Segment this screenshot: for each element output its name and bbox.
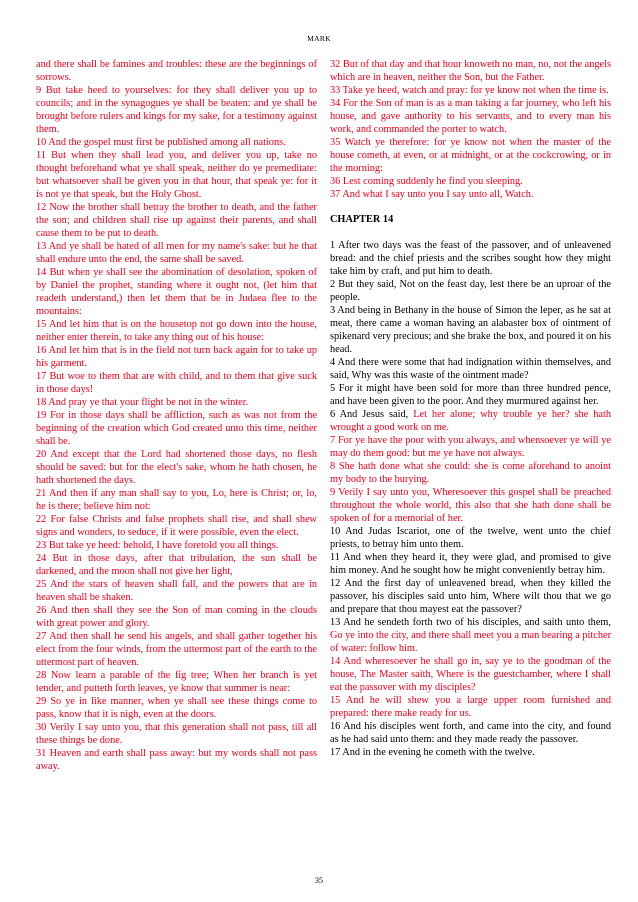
verse: 13 And ye shall be hated of all men for my name's sake: but he that shall endure unto the end, the same shall be saved. bbox=[36, 241, 317, 265]
verse: 31 Heaven and earth shall pass away: but my words shall not pass away. bbox=[36, 748, 317, 772]
verse: 9 Verily I say unto you, Wheresoever this gospel shall be preached throughout the whole world, this also that she hath done shall be spoken of for a memorial of her. bbox=[330, 487, 611, 524]
verse bbox=[330, 616, 611, 655]
verse-segment: Let her alone; why trouble ye her? she hath wrought a good work on me. bbox=[330, 409, 611, 433]
verse: 11 And when they heard it, they were glad, and promised to give him money. And he sought how he might conveniently betray him. bbox=[330, 552, 611, 576]
verse: 12 Now the brother shall betray the brother to death, and the father the son; and children shall rise up against their parents, and shall cause them to be put to death. bbox=[36, 202, 317, 239]
verse: 10 And Judas Iscariot, one of the twelve, went unto the chief priests, to betray him unto them. bbox=[330, 526, 611, 550]
verse: 17 But woe to them that are with child, and to them that give suck in those days! bbox=[36, 371, 317, 395]
verse: 19 For in those days shall be affliction, such as was not from the beginning of the creation which God created unto this time, neither shall be. bbox=[36, 410, 317, 447]
verse: 29 So ye in like manner, when ye shall see these things come to pass, know that it is nigh, even at the doors. bbox=[36, 696, 317, 720]
verse: 11 But when they shall lead you, and deliver you up, take no thought beforehand what ye shall speak, neither do ye premeditate: but whatsoever shall be given you in that hour, that speak ye: for it is not ye that speak, but the Holy Ghost. bbox=[36, 150, 317, 200]
verse: 16 And his disciples went forth, and came into the city, and found as he had said unto them: and they made ready the passover. bbox=[330, 721, 611, 745]
verse-segment: Go ye into the city, and there shall meet you a man bearing a pitcher of water: follow him. bbox=[330, 630, 611, 654]
verse: 36 Lest coming suddenly he find you sleeping. bbox=[330, 176, 523, 187]
left-column bbox=[36, 58, 317, 773]
verse: 28 Now learn a parable of the fig tree; When her branch is yet tender, and putteth forth leaves, ye know that summer is near: bbox=[36, 670, 317, 694]
page-number: 35 bbox=[315, 876, 323, 885]
verse: and there shall be famines and troubles: these are the beginnings of sorrows. bbox=[36, 59, 317, 83]
verse bbox=[330, 408, 611, 434]
verse: 9 But take heed to yourselves: for they shall deliver you up to councils; and in the synagogues ye shall be beaten: and ye shall be brought before rulers and kings for my sake, for a testimony against them. bbox=[36, 85, 317, 135]
right-column bbox=[330, 58, 611, 759]
verse: 21 And then if any man shall say to you, Lo, here is Christ; or, lo, he is there; believe him not: bbox=[36, 488, 317, 512]
verse-segment: 13 And he sendeth forth two of his disciples, and saith unto them, bbox=[330, 617, 611, 628]
chapter-heading: CHAPTER 14 bbox=[330, 214, 394, 225]
running-header: MARK bbox=[307, 34, 331, 43]
verse: 2 But they said, Not on the feast day, lest there be an uproar of the people. bbox=[330, 279, 611, 303]
verse: 3 And being in Bethany in the house of Simon the leper, as he sat at meat, there came a woman having an alabaster box of ointment of spikenard very precious; and she brake the box, and poured it on his head. bbox=[330, 305, 611, 355]
verse: 30 Verily I say unto you, that this generation shall not pass, till all these things be done. bbox=[36, 722, 317, 746]
verse: 18 And pray ye that your flight be not in the winter. bbox=[36, 397, 249, 408]
verse: 17 And in the evening he cometh with the twelve. bbox=[330, 747, 535, 758]
verse: 7 For ye have the poor with you always, and whensoever ye will ye may do them good: but me ye have not always. bbox=[330, 435, 611, 459]
verse: 1 After two days was the feast of the passover, and of unleavened bread: and the chief priests and the scribes sought how they might take him by craft, and put him to death. bbox=[330, 240, 611, 277]
verse: 35 Watch ye therefore: for ye know not when the master of the house cometh, at even, or at midnight, or at the cockcrowing, or in the morning: bbox=[330, 137, 611, 174]
verse: 24 But in those days, after that tribulation, the sun shall be darkened, and the moon shall not give her light, bbox=[36, 553, 317, 577]
verse: 27 And then shall he send his angels, and shall gather together his elect from the four winds, from the uttermost part of the earth to the uttermost part of heaven. bbox=[36, 631, 317, 668]
verse: 16 And let him that is in the field not turn back again for to take up his garment. bbox=[36, 345, 317, 369]
verse: 14 But when ye shall see the abomination of desolation, spoken of by Daniel the prophet, standing where it ought not, (let him that readeth understand,) then let them that be in Judaea flee to the mountains: bbox=[36, 267, 317, 317]
verse: 22 For false Christs and false prophets shall rise, and shall shew signs and wonders, to seduce, if it were possible, even the elect. bbox=[36, 514, 317, 538]
verse: 15 And he will shew you a large upper room furnished and prepared: there make ready for us. bbox=[330, 695, 611, 719]
verse: 12 And the first day of unleavened bread, when they killed the passover, his disciples said unto him, Where wilt thou that we go and prepare that thou mayest eat the passover? bbox=[330, 578, 611, 615]
verse: 34 For the Son of man is as a man taking a far journey, who left his house, and gave authority to his servants, and to every man his work, and commanded the porter to watch. bbox=[330, 98, 611, 135]
verse: 4 And there were some that had indignation within themselves, and said, Why was this waste of the ointment made? bbox=[330, 357, 611, 381]
verse: 5 For it might have been sold for more than three hundred pence, and have been given to the poor. And they murmured against her. bbox=[330, 383, 611, 407]
verse: 20 And except that the Lord had shortened those days, no flesh should be saved: but for the elect's sake, whom he hath chosen, he hath shortened the days. bbox=[36, 449, 317, 486]
verse: 8 She hath done what she could: she is come aforehand to anoint my body to the burying. bbox=[330, 461, 611, 485]
verse: 26 And then shall they see the Son of man coming in the clouds with great power and glory. bbox=[36, 605, 317, 629]
verse: 32 But of that day and that hour knoweth no man, no, not the angels which are in heaven, neither the Son, but the Father. bbox=[330, 59, 611, 83]
verse: 10 And the gospel must first be published among all nations. bbox=[36, 137, 286, 148]
verse: 23 But take ye heed: behold, I have foretold you all things. bbox=[36, 540, 279, 551]
verse: 25 And the stars of heaven shall fall, and the powers that are in heaven shall be shaken. bbox=[36, 579, 317, 603]
verse-segment: 6 And Jesus said, bbox=[330, 409, 414, 420]
verse: 15 And let him that is on the housetop not go down into the house, neither enter therein, to take any thing out of his house: bbox=[36, 319, 317, 343]
verse: 33 Take ye heed, watch and pray: for ye know not when the time is. bbox=[330, 85, 609, 96]
verse: 37 And what I say unto you I say unto all, Watch. bbox=[330, 189, 534, 200]
verse: 14 And wheresoever he shall go in, say ye to the goodman of the house, The Master saith, Where is the guestchamber, where I shall eat the passover with my disciples? bbox=[330, 656, 611, 693]
